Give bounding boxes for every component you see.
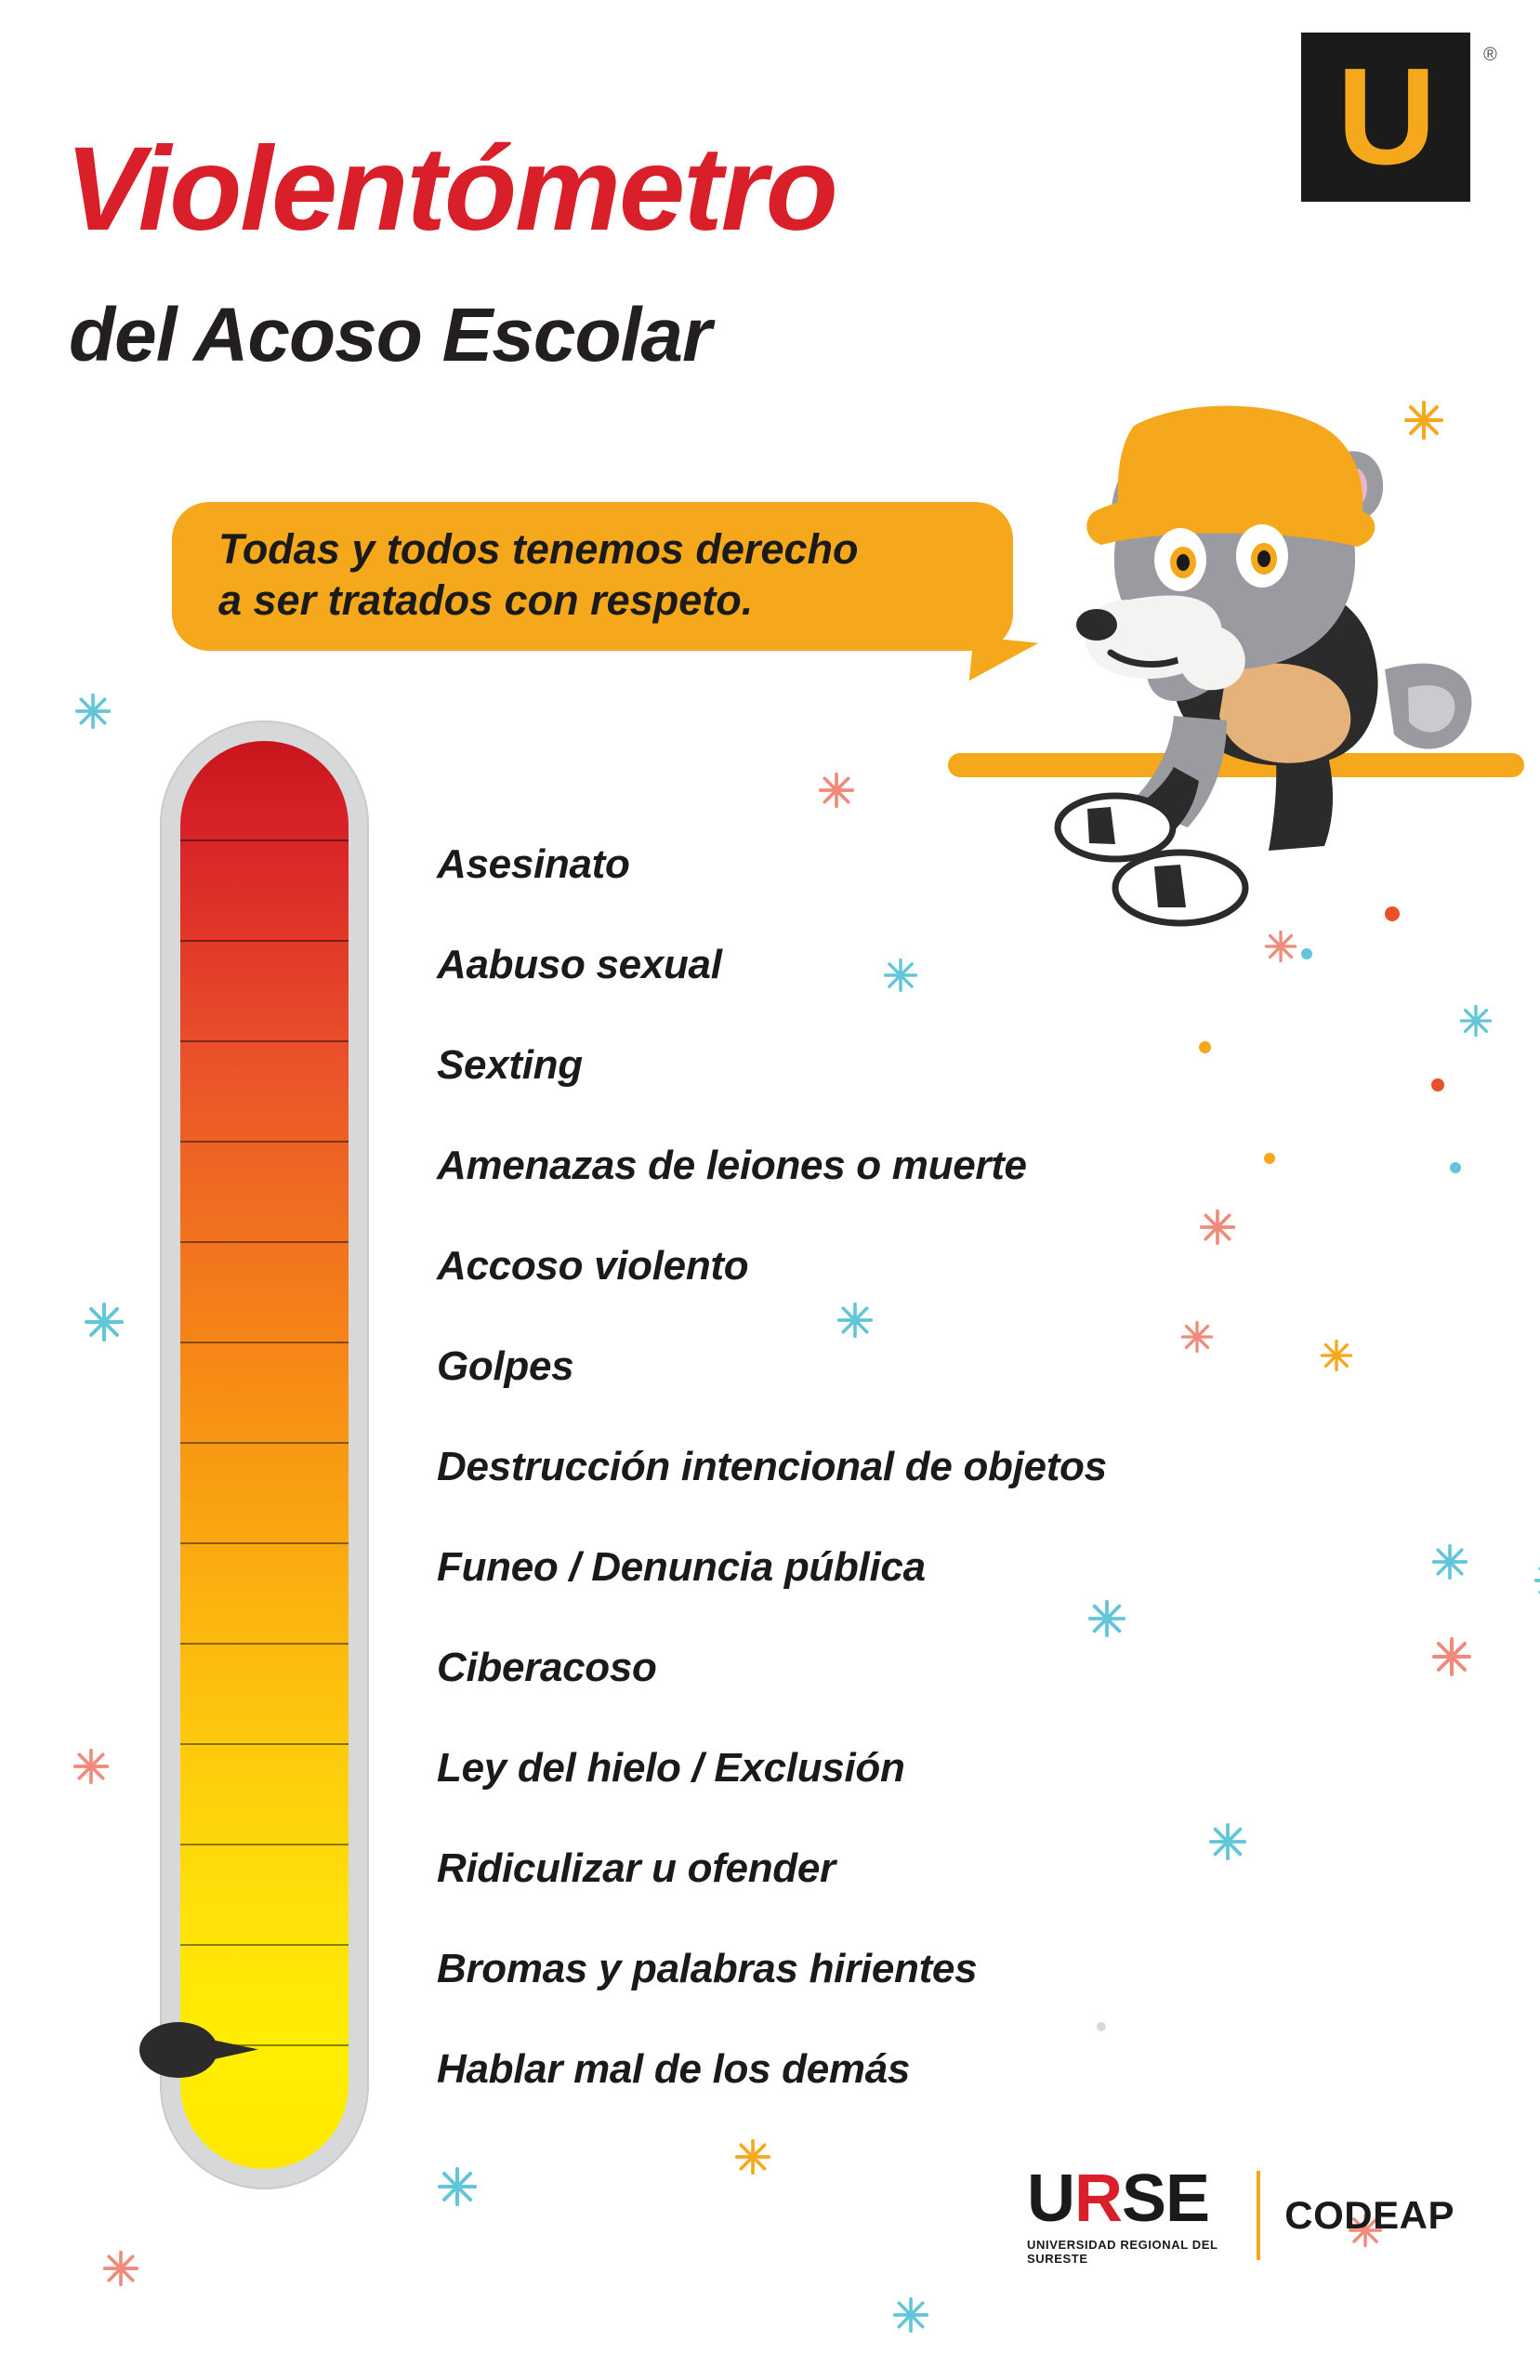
- dot-decoration: [1097, 2022, 1106, 2031]
- dot-decoration: [1264, 1153, 1275, 1164]
- sparkle-decoration: [818, 772, 855, 813]
- scale-tick: [180, 840, 349, 841]
- urse-tagline: UNIVERSIDAD REGIONAL DEL SURESTE: [1027, 2238, 1218, 2266]
- footer-divider: [1257, 2171, 1260, 2260]
- scale-tick: [180, 1643, 349, 1645]
- sparkle-decoration: [1403, 400, 1444, 445]
- urse-r: R: [1074, 2162, 1122, 2236]
- scale-item-bromas-hirientes: Bromas y palabras hirientes: [437, 1946, 978, 1991]
- scale-tick: [180, 1241, 349, 1243]
- scale-item-golpes: Golpes: [437, 1343, 574, 1389]
- scale-tick: [180, 940, 349, 942]
- sparkle-decoration: [892, 2296, 929, 2338]
- sparkle-decoration: [883, 958, 918, 998]
- urse-u-logo: [1301, 33, 1470, 202]
- sparkle-decoration: [102, 2250, 139, 2292]
- sparkle-decoration: [1431, 1543, 1468, 1585]
- scale-item-asesinato: Asesinato: [437, 841, 630, 887]
- sparkle-decoration: [1264, 930, 1297, 968]
- scale-tick: [180, 1844, 349, 1845]
- sparkle-decoration: [1431, 1636, 1472, 1682]
- scale-tick: [180, 1442, 349, 1444]
- dot-decoration: [1385, 906, 1400, 921]
- urse-logo: [1027, 2162, 1232, 2266]
- scale-item-sexting: Sexting: [437, 1042, 583, 1088]
- dot-decoration: [1301, 948, 1312, 959]
- scale-tick: [180, 1141, 349, 1143]
- scale-item-funeo-denuncia: Funeo / Denuncia pública: [437, 1544, 926, 1590]
- dot-decoration: [1199, 1041, 1211, 1053]
- scale-tick: [180, 1040, 349, 1042]
- registered-mark: ®: [1483, 45, 1497, 65]
- bubble-line-1: Todas y todos tenemos derecho: [218, 525, 859, 573]
- sparkle-decoration: [1087, 1599, 1126, 1643]
- dot-decoration: [1431, 1078, 1444, 1091]
- sparkle-decoration: [1320, 1339, 1353, 1377]
- sparkle-decoration: [1199, 1209, 1236, 1250]
- footer-logos: [1027, 2155, 1454, 2276]
- scale-tick: [180, 1944, 349, 1946]
- scale-tick: [180, 1743, 349, 1745]
- scale-item-destruccion-objetos: Destrucción intencional de objetos: [437, 1444, 1107, 1489]
- sparkle-decoration: [1533, 1562, 1540, 1604]
- scale-item-ley-del-hielo: Ley del hielo / Exclusión: [437, 1745, 905, 1791]
- scale-item-amenazas: Amenazas de leiones o muerte: [437, 1143, 1027, 1188]
- urse-wordmark: [1027, 2162, 1232, 2236]
- sparkle-decoration: [1180, 1320, 1214, 1358]
- scale-item-ridiculizar: Ridiculizar u ofender: [437, 1845, 836, 1891]
- violence-thermometer: [160, 721, 369, 2189]
- sparkle-decoration: [74, 693, 112, 734]
- page-title: Violentómetro: [65, 123, 836, 256]
- codeap-wordmark: CODEAP: [1284, 2193, 1454, 2237]
- sparkle-decoration: [84, 1302, 125, 1347]
- scale-item-hablar-mal: Hablar mal de los demás: [437, 2046, 911, 2092]
- bubble-line-2: a ser tratados con respeto.: [218, 575, 754, 624]
- wolf-mascot-icon: [948, 390, 1524, 1004]
- scale-item-ciberacoso: Ciberacoso: [437, 1645, 657, 1690]
- speech-bubble: [172, 502, 1013, 651]
- urse-u: U: [1027, 2162, 1074, 2236]
- scale-item-abuso-sexual: Aabuso sexual: [437, 942, 722, 987]
- sparkle-decoration: [72, 1748, 110, 1790]
- sparkle-decoration: [836, 1302, 874, 1343]
- urse-se: SE: [1122, 2162, 1210, 2236]
- sparkle-decoration: [437, 2166, 478, 2212]
- thermometer-scale: [180, 741, 349, 2169]
- dot-decoration: [1450, 1162, 1461, 1173]
- sparkle-decoration: [734, 2138, 771, 2180]
- sparkle-decoration: [1208, 1822, 1247, 1866]
- logo-letter: U: [1336, 40, 1435, 193]
- scale-tick: [180, 1542, 349, 1544]
- scale-item-acoso-violento: Accoso violento: [437, 1243, 749, 1289]
- sparkle-decoration: [1459, 1004, 1493, 1042]
- scale-tick: [180, 1342, 349, 1343]
- page-subtitle: del Acoso Escolar: [69, 293, 711, 377]
